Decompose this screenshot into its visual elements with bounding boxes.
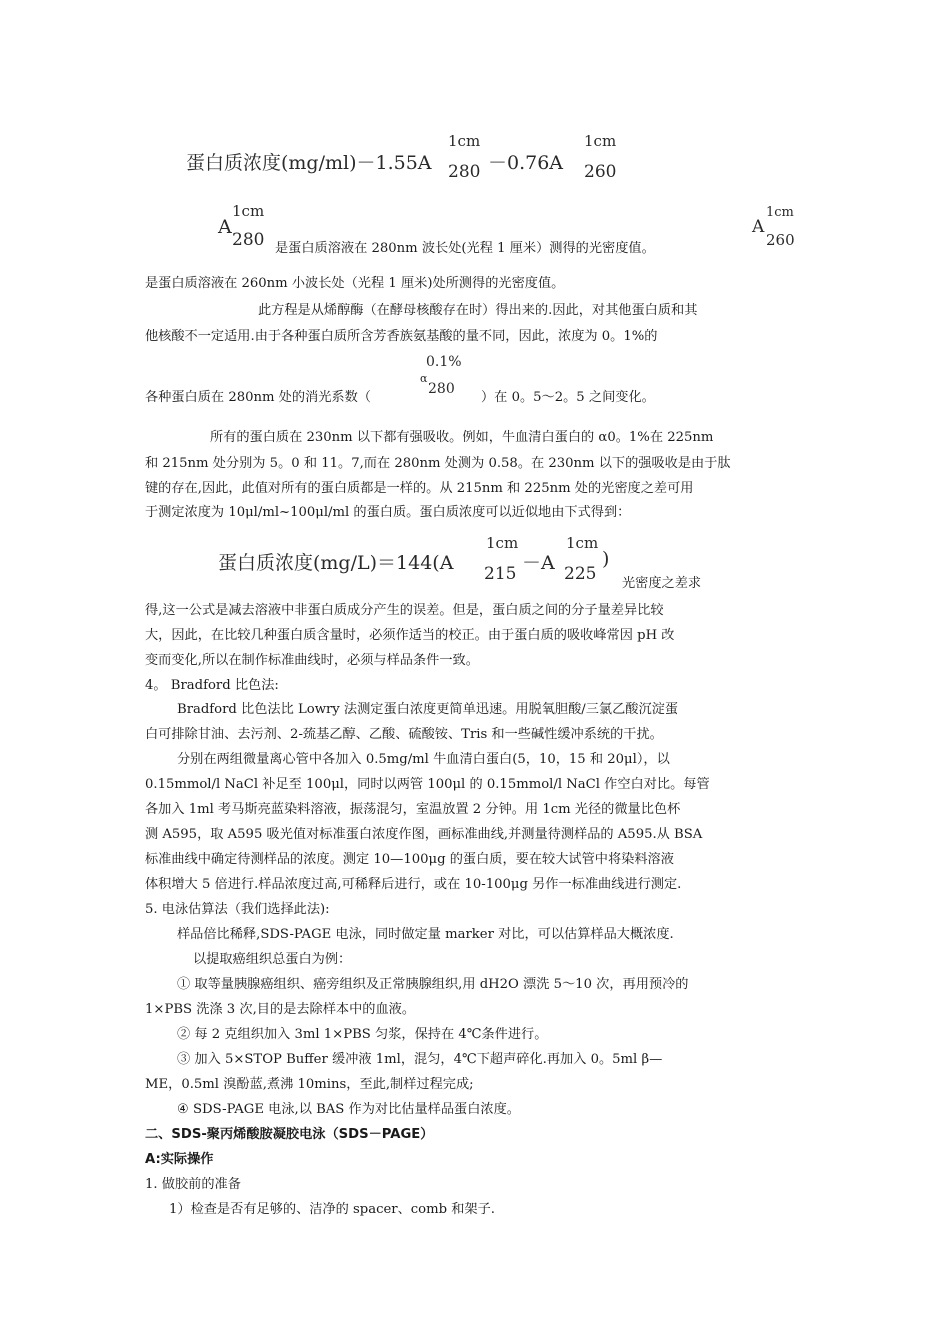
a260-symbol [752, 203, 812, 258]
a280-sub: 280 [232, 230, 265, 250]
line-10: 光密度之差求 [622, 576, 702, 591]
line-22: 体积增大 5 倍进行.样品浓度过高,可稀释后进行，或在 10-100μg 另作一标准曲线进行测定. [145, 877, 682, 892]
line-16: 白可排除甘油、去污剂、2-巯基乙醇、乙酸、硫酸铵、Tris 和一些碱性缓冲系统的干扰。 [145, 727, 663, 742]
a280-symbol [218, 200, 278, 255]
formula-1-text: 蛋白质浓度(mg/ml)－1.55A [186, 152, 432, 174]
formula-2-text: 蛋白质浓度(mg/L)＝144(A [218, 552, 454, 574]
formula-1 [186, 132, 636, 198]
line-17: 分别在两组微量离心管中各加入 0.5mg/ml 牛血清白蛋白(5，10，15 和 20μl），以 [177, 752, 670, 767]
line-2: 是蛋白质溶液在 260nm 小波长处（光程 1 厘米)处所测得的光密度值。 [145, 276, 565, 291]
line-6: 所有的蛋白质在 230nm 以下都有强吸收。例如，牛血清白蛋白的 α0。1%在 225nm [210, 430, 714, 445]
formula-2-close: ) [602, 548, 610, 570]
alpha-280-symbol [418, 354, 478, 404]
formula-2-sup1: 1cm [486, 534, 519, 552]
alpha-symbol: α [420, 372, 428, 385]
formula-2 [218, 532, 618, 590]
line-5a: 各种蛋白质在 280nm 处的消光系数（ [145, 390, 371, 405]
line-30: ME，0.5ml 溴酚蓝,煮沸 10mins，至此,制样过程完成; [145, 1077, 474, 1092]
line-23: 5. 电泳估算法（我们选择此法): [145, 902, 330, 917]
line-31: ④ SDS-PAGE 电泳,以 BAS 作为对比估量样品蛋白浓度。 [177, 1102, 520, 1117]
formula-1-sup1: 1cm [448, 132, 481, 150]
line-14: 4。 Bradford 比色法: [145, 678, 279, 693]
line-21: 标准曲线中确定待测样品的浓度。测定 10—100μg 的蛋白质，要在较大试管中将染料溶液 [145, 852, 674, 867]
formula-1-sub1: 280 [448, 162, 481, 182]
formula-1-sub2: 260 [584, 162, 617, 182]
line-33: 1）检查是否有足够的、洁净的 spacer、comb 和架子. [169, 1202, 495, 1217]
formula-2-sub2: 225 [564, 564, 597, 584]
formula-2-sup2: 1cm [566, 534, 599, 552]
line-9: 于测定浓度为 10μl/ml~100μl/ml 的蛋白质。蛋白质浓度可以近似地由下式得到： [145, 505, 631, 520]
a260-sup: 1cm [766, 205, 794, 220]
subsection-heading-operation: A:实际操作 [145, 1152, 214, 1167]
a280-sup: 1cm [232, 202, 265, 220]
line-18: 0.15mmol/l NaCl 补足至 100μl，同时以两管 100μl 的 0.15mmol/l NaCl 作空白对比。每管 [145, 777, 710, 792]
line-27: 1×PBS 洗涤 3 次,目的是去除样本中的血液。 [145, 1002, 416, 1017]
line-19: 各加入 1ml 考马斯亮蓝染料溶液，振荡混匀，室温放置 2 分钟。用 1cm 光径的微量比色杯 [145, 802, 681, 817]
line-25: 以提取癌组织总蛋白为例： [193, 952, 352, 967]
line-8: 键的存在,因此，此值对所有的蛋白质都是一样的。从 215nm 和 225nm 处的光密度之差可用 [145, 481, 694, 496]
line-7: 和 215nm 处分别为 5。0 和 11。7,而在 280nm 处测为 0.58。在 230nm 以下的强吸收是由于肽 [145, 456, 731, 471]
alpha-sup: 0.1% [426, 354, 462, 370]
alpha-sub: 280 [428, 381, 455, 397]
line-13: 变而变化,所以在制作标准曲线时，必须与样品条件一致。 [145, 653, 479, 668]
a260-sub: 260 [766, 231, 795, 249]
formula-2-sub1: 215 [484, 564, 517, 584]
line-12: 大，因此，在比较几种蛋白质含量时，必须作适当的校正。由于蛋白质的吸收峰常因 pH 改 [145, 628, 675, 643]
line-1: 是蛋白质溶液在 280nm 波长处(光程 1 厘米）测得的光密度值。 [275, 241, 655, 256]
a260-A: A [752, 217, 765, 237]
line-28: ② 每 2 克组织加入 3ml 1×PBS 匀浆，保持在 4℃条件进行。 [177, 1027, 548, 1042]
line-5b: ）在 0。5～2。5 之间变化。 [481, 390, 655, 405]
line-3: 此方程是从烯醇酶（在酵母核酸存在时）得出来的.因此，对其他蛋白质和其 [258, 303, 698, 318]
line-11: 得,这一公式是减去溶液中非蛋白质成分产生的误差。但是，蛋白质之间的分子量差异比较 [145, 603, 664, 618]
a280-A: A [218, 216, 232, 238]
formula-2-minus: －A [522, 552, 555, 574]
section-heading-sds-page: 二、SDS-聚丙烯酸胺凝胶电泳（SDS－PAGE） [145, 1127, 434, 1142]
line-32: 1. 做胶前的准备 [145, 1177, 241, 1192]
line-26: ① 取等量胰腺癌组织、癌旁组织及正常胰腺组织,用 dH2O 漂洗 5～10 次，再用预冷的 [177, 977, 689, 992]
line-4: 他核酸不一定适用.由于各种蛋白质所含芳香族氨基酸的量不同，因此，浓度为 0。1%的 [145, 329, 658, 344]
formula-1-minus: －0.76A [488, 152, 564, 174]
line-29: ③ 加入 5×STOP Buffer 缓冲液 1ml，混匀，4℃下超声碎化.再加入 0。5ml β— [177, 1052, 663, 1067]
line-24: 样品倍比稀释,SDS-PAGE 电泳，同时做定量 marker 对比，可以估算样品大概浓度. [177, 927, 674, 942]
line-15: Bradford 比色法比 Lowry 法测定蛋白浓度更简单迅速。用脱氧胆酸/三氯乙酸沉淀蛋 [177, 702, 679, 717]
line-20: 测 A595，取 A595 吸光值对标准蛋白浓度作图，画标准曲线,并测量待测样品的 A595.从 BSA [145, 827, 703, 842]
formula-1-sup2: 1cm [584, 132, 617, 150]
